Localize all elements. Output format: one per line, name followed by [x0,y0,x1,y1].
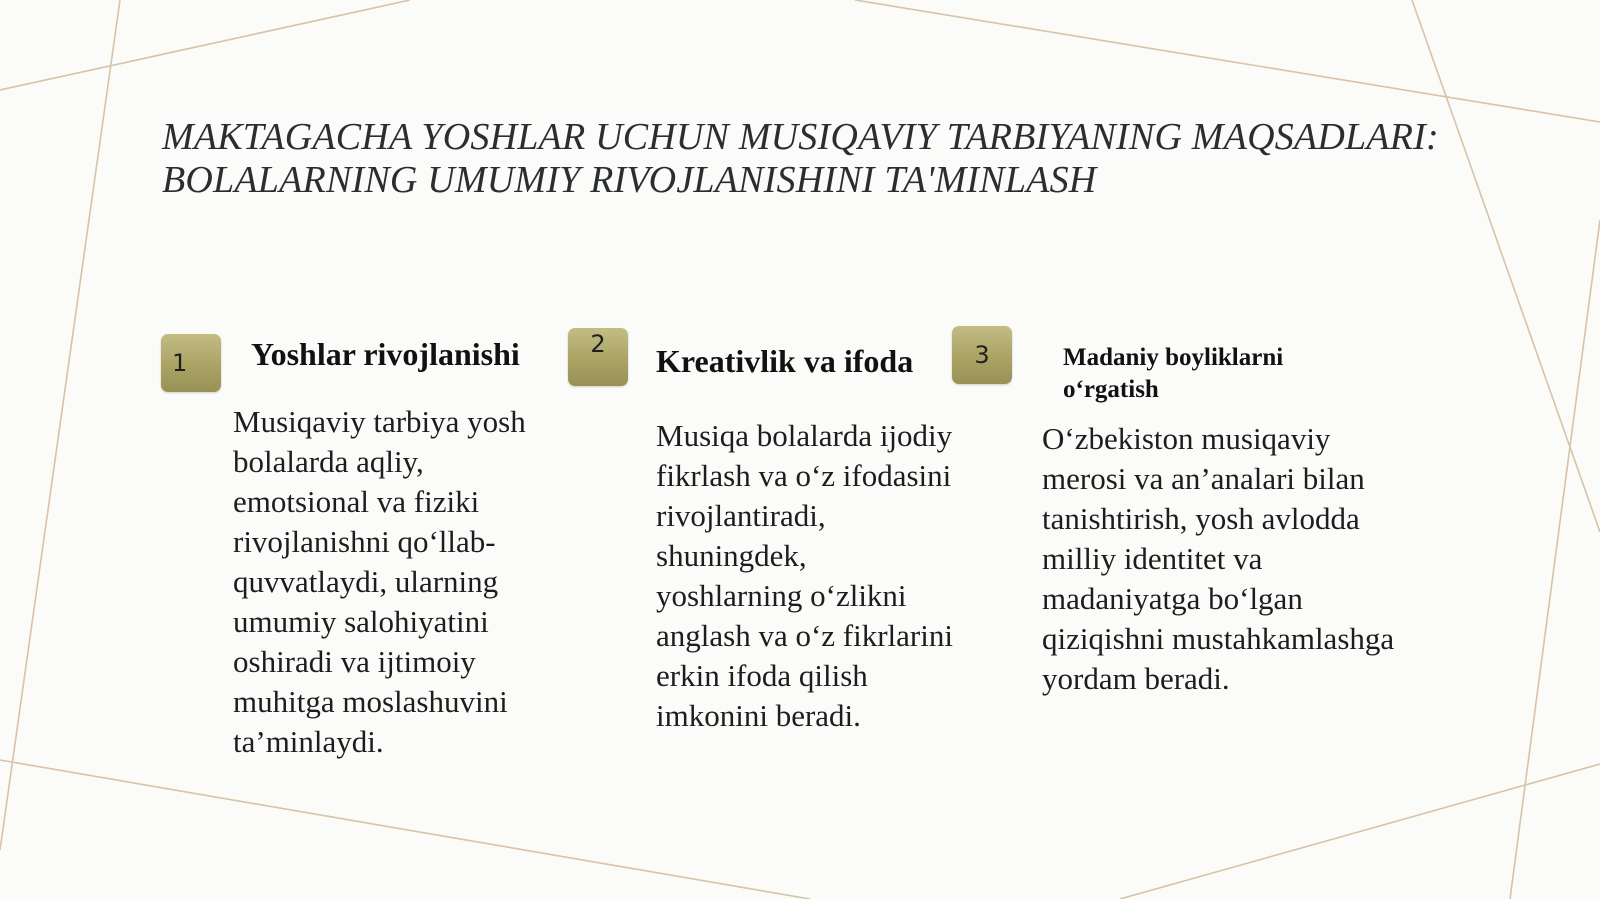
step-number: 1 [172,349,188,377]
step-number: 2 [590,330,606,358]
step-number-badge [568,328,628,386]
column-heading: Madaniy boyliklarni o‘rgatish [1063,344,1284,403]
step-number: 3 [974,341,990,369]
column-heading: Yoshlar rivojlanishi [251,336,520,372]
column-heading: Kreativlik va ifoda [656,343,914,379]
step-number-badge [952,326,1012,384]
slide-title: MAKTAGACHA YOSHLAR UCHUN MUSIQAVIY TARBIYANING MAQSADLARI: BOLALARNING UMUMIY RIVOJLANISHINI TA'MINLASH [162,116,1439,201]
step-number-badge [161,334,221,392]
column-text: O‘zbekiston musiqaviy merosi va an’analari bilan tanishtirish, yosh avlodda milliy identitet va madaniyatga bo‘lgan qiziqishni mustahkamlashga yordam beradi. [1042,421,1395,696]
column-text: Musiqa bolalarda ijodiy fikrlash va o‘z ifodasini rivojlantiradi, shuningdek, yoshlarning o‘zlikni anglash va o‘z fikrlarini erkin ifoda qilish imkonini beradi. [656,418,953,733]
column-text: Musiqaviy tarbiya yosh bolalarda aqliy, emotsional va fiziki rivojlanishni qo‘llab-quvvatlaydi, ularning umumiy salohiyatini oshiradi va ijtimoiy muhitga moslashuvini ta’minlaydi. [233,404,526,759]
